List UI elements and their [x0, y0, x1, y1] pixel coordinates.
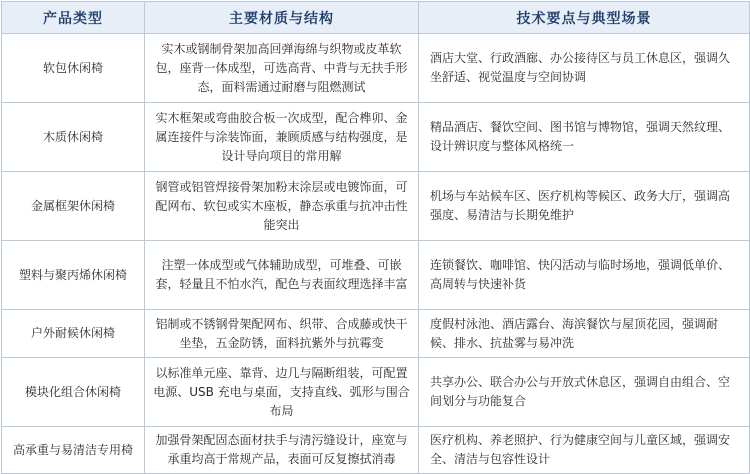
- cell-product-type: 塑料与聚丙烯休闲椅: [2, 241, 145, 310]
- header-row: [2, 2, 750, 34]
- table-row: [2, 310, 750, 358]
- cell-tech: 精品酒店、餐饮空间、图书馆与博物馆，强调天然纹理、设计辨识度与整体风格统一: [419, 103, 750, 172]
- cell-tech: 度假村泳池、酒店露台、海滨餐饮与屋顶花园，强调耐候、排水、抗盐雾与易冲洗: [419, 310, 750, 358]
- table-row: [2, 103, 750, 172]
- header-product-type: 产品类型: [2, 2, 145, 34]
- cell-tech: 连锁餐饮、咖啡馆、快闪活动与临时场地，强调低单价、高周转与快速补货: [419, 241, 750, 310]
- spec-table: [1, 1, 750, 474]
- table-row: [2, 358, 750, 427]
- cell-product-type: 软包休闲椅: [2, 34, 145, 103]
- cell-tech: 机场与车站候车区、医疗机构等候区、政务大厅，强调高强度、易清洁与长期免维护: [419, 172, 750, 241]
- cell-product-type: 木质休闲椅: [2, 103, 145, 172]
- cell-material: 钢管或铝管焊接骨架加粉末涂层或电镀饰面，可配网布、软包或实木座板，静态承重与抗冲击性能突出: [145, 172, 419, 241]
- cell-material: 以标准单元座、靠背、边几与隔断组装，可配置电源、USB 充电与桌面，支持直线、弧形与围合布局: [145, 358, 419, 427]
- cell-material: 加强骨架配固态面材扶手与清污缝设计，座宽与承重均高于常规产品，表面可反复擦拭消毒: [145, 427, 419, 474]
- cell-tech: 共享办公、联合办公与开放式休息区，强调自由组合、空间划分与功能复合: [419, 358, 750, 427]
- table-row: [2, 34, 750, 103]
- cell-tech: 酒店大堂、行政酒廊、办公接待区与员工休息区，强调久坐舒适、视觉温度与空间协调: [419, 34, 750, 103]
- cell-product-type: 金属框架休闲椅: [2, 172, 145, 241]
- cell-product-type: 模块化组合休闲椅: [2, 358, 145, 427]
- cell-material: 注塑一体成型或气体辅助成型，可堆叠、可嵌套，轻量且不怕水汽，配色与表面纹理选择丰富: [145, 241, 419, 310]
- header-material: 主要材质与结构: [145, 2, 419, 34]
- table-row: [2, 241, 750, 310]
- cell-material: 铝制或不锈钢骨架配网布、织带、合成藤或快干坐垫，五金防锈，面料抗紫外与抗霉变: [145, 310, 419, 358]
- table-row: [2, 427, 750, 474]
- cell-material: 实木或钢制骨架加高回弹海绵与织物或皮革软包，座背一体成型，可选高背、中背与无扶手形态，面料需通过耐磨与阻燃测试: [145, 34, 419, 103]
- cell-tech: 医疗机构、养老照护、行为健康空间与儿童区域，强调安全、清洁与包容性设计: [419, 427, 750, 474]
- cell-product-type: 高承重与易清洁专用椅: [2, 427, 145, 474]
- cell-product-type: 户外耐候休闲椅: [2, 310, 145, 358]
- header-tech: 技术要点与典型场景: [419, 2, 750, 34]
- table-row: [2, 172, 750, 241]
- cell-material: 实木框架或弯曲胶合板一次成型，配合榫卯、金属连接件与涂装饰面，兼顾质感与结构强度，是设计导向项目的常用解: [145, 103, 419, 172]
